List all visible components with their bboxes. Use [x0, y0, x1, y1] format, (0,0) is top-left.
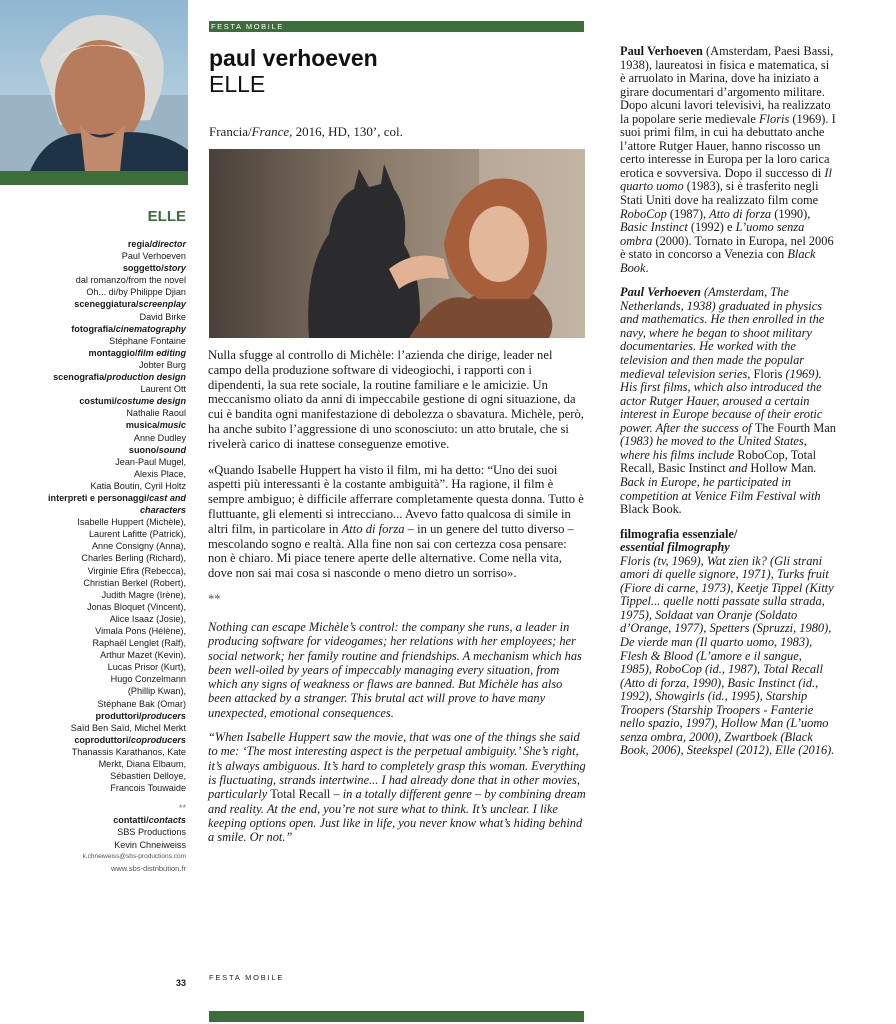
biography-column: [620, 45, 836, 758]
credit-name: Alexis Place,: [133, 468, 186, 479]
contact-website[interactable]: www.sbs-distribution.fr: [110, 863, 186, 873]
credit-name: Francois Touwaide: [110, 783, 186, 794]
footer-bar: [209, 1011, 584, 1022]
page-number: 33: [176, 978, 187, 988]
film-meta: Francia/France, 2016, HD, 130’, col.: [209, 124, 403, 139]
credit-role: sceneggiatura/screenplay: [74, 299, 186, 310]
credits-list: [0, 238, 186, 794]
credit-role: montaggio/film editing: [88, 347, 186, 358]
credit-name: Laurent Ott: [140, 384, 186, 395]
credits-sidebar: [0, 208, 186, 875]
contact-email[interactable]: k.chneiweiss@sbs-productions.com: [82, 852, 186, 860]
credit-name: David Birke: [139, 311, 186, 322]
credit-name: Anne Dudley: [133, 432, 186, 443]
credit-role: fotografia/cinematography: [71, 323, 186, 334]
credit-name: Anne Consigny (Anna),: [91, 541, 186, 552]
credit-name: dal romanzo/from the novel: [75, 275, 186, 286]
credit-name: Vimala Pons (Hélène),: [95, 626, 186, 636]
credit-name: Jobter Burg: [138, 359, 186, 370]
credit-name: Christian Berkel (Robert),: [83, 577, 186, 588]
film-still: [209, 149, 585, 338]
credit-name: Alice Isaaz (Josie),: [109, 613, 186, 624]
credit-role: costumi/costume design: [79, 396, 186, 407]
credit-name: Oh... di/by Philippe Djian: [86, 287, 186, 298]
title-block: [209, 45, 378, 97]
credit-role: coproduttori/coproducers: [74, 734, 186, 745]
credit-name: Isabelle Huppert (Michèle),: [77, 517, 186, 528]
synopsis-en-paragraph: Nothing can escape Michèle’s control: the company she runs, a leader in producing software for videogames; her relations with her employees; her social network; her family routine and friendships. A mechanism which has been well-oiled by years of impeccably managing every situation, from which any signs of weakness or flaws are banned. But Michèle has also been attacked by a stranger. This brutal act will prove to have many unexpected, emotional consequences.: [208, 620, 582, 720]
credit-name: Saïd Ben Saïd, Michel Merkt: [70, 722, 186, 733]
credit-name: Lucas Prisor (Kurt),: [107, 662, 186, 673]
credit-name: Raphaël Lenglet (Ralf),: [92, 638, 186, 649]
credit-role: suono/sound: [128, 444, 186, 455]
credit-role: soggetto/story: [122, 263, 186, 274]
footer-label: FESTA MOBILE: [209, 973, 285, 982]
section-label: FESTA MOBILE: [211, 22, 284, 31]
sidebar-film-title: ELLE: [147, 208, 186, 225]
separator-stars: **: [208, 591, 221, 606]
contacts-name-1: SBS Productions: [117, 827, 186, 838]
credit-role: produttori/producers: [95, 710, 186, 721]
credit-name: (Phillip Kwan),: [127, 686, 186, 697]
contacts-name-2: Kevin Chneiweiss: [114, 839, 186, 850]
filmography-list: Floris (tv, 1969), Wat zien ik? (Gli strani amori di quelle signore, 1971), Turks fruit (Fiore di carne, 1973), Keetje Tippel (Kitty Tippel... quelle notti passate sulla strada, 1975), Soldaat van Oranje (Soldato d’Orange, 1977), Spetters (Spruzzi, 1980), De vierde man (Il quarto uomo, 1983), Flesh & Blood (L’amore e il sangue, 1985), RoboCop (id., 1987), Total Recall (Atto di forza, 1990), Basic Instinct (id., 1992), Showgirls (id., 1995), Starship Troopers (Starship Troopers - Fanterie nello spazio, 1997), Hollow Man (L’uomo senza ombra, 2000), Zwartboek (Black Book, 2006), Steekspel (2012), Elle (2016).: [620, 553, 835, 758]
credit-name: Jonas Bloquet (Vincent),: [87, 601, 186, 612]
credit-name: Nathalie Raoul: [126, 408, 186, 419]
credit-name: Arthur Mazet (Kevin),: [100, 650, 186, 661]
credit-name: Stéphane Bak (Omar): [97, 698, 186, 709]
credit-name: Charles Berling (Richard),: [81, 553, 186, 564]
credit-name: Judith Magre (Irène),: [101, 589, 186, 600]
credit-name: Paul Verhoeven: [121, 251, 186, 262]
credit-name: Merkt, Diana Elbaum,: [98, 759, 186, 770]
credit-name: Virginie Efira (Rebecca),: [87, 565, 186, 576]
credit-name: Stéphane Fontaine: [109, 335, 186, 346]
film-title: ELLE: [209, 71, 266, 97]
portrait-green-band: [0, 171, 188, 185]
sidebar-stars: **: [178, 803, 186, 814]
filmography-heading: filmografia essenziale/ essential filmography: [620, 526, 738, 555]
synopsis-it-paragraph: Nulla sfugge al controllo di Michèle: l’azienda che dirige, leader nel campo della produzione software di videogiochi, i rapporti con i dipendenti, la sua rete sociale, la routine familiare e le amicizie. Un meccanismo oliato da anni di impeccabile gestione di ogni situazione, da cui è bandita ogni manifestazione di debolezza o sbavatura. Michèle, però, ha anche subito l’aggressione di uno sconosciuto: un atto brutale, che si rivelerà carico di inattese conseguenze emotive.: [208, 348, 584, 451]
director-portrait: [0, 0, 188, 171]
quote-it-paragraph: «Quando Isabelle Huppert ha visto il film, mi ha detto: “Uno dei suoi aspetti più interessanti è la costante ambiguità”. Ha ragione, il film è sempre ambiguo; è difficile afferrare completamente questa donna. Tutto è fluttuante, gli elementi si intrecciano... Avevo fatto qualcosa di simile in altri film, in particolare in Atto di forza – in un genere del tutto diverso – mescolando sogno e realtà. Alla fine non sai con certezza cosa pensare: non è chiaro. Mi piace tenere aperte delle alternative. Come nella vita, dove non sai mai cosa si nasconde o meno dietro un sorriso».: [208, 462, 584, 581]
contacts-role: contatti/contacts: [113, 815, 186, 826]
biography-italian: Paul Verhoeven (Amsterdam, Paesi Bassi, 1938), laureatosi in fisica e matematica, si è arruolato in Marina, dove ha iniziato a girare documentari d’argomento militare. Dopo alcuni lavori televisivi, ha realizzato la popolare serie medievale Floris (1969). I suoi primi film, in cui ha debuttato anche l’attore Rutger Hauer, hanno riscosso un certo interesse in Europa per la loro carica erotica e sovversiva. Dopo il successo di Il quarto uomo (1983), si è trasferito negli Stati Uniti dove ha realizzato film come RoboCop (1987), Atto di forza (1990), Basic Instinct (1992) e L’uomo senza ombra (2000). Tornato in Europa, nel 2006 è stato in concorso a Venezia con Black Book.: [620, 44, 836, 275]
credit-name: Laurent Lafitte (Patrick),: [88, 529, 186, 540]
director-name: paul verhoeven: [209, 45, 378, 71]
quote-en-paragraph: “When Isabelle Huppert saw the movie, that was one of the things she said to me: ‘The most interesting aspect is the perpetual ambiguity.’ She’s right, it’s always ambiguous. It’s hard to completely grasp this woman. Everything is fluctuating, strands intertwine... I had already done that in other movies, particularly Total Recall – in a totally different genre – by combining dream and reality. At the end, you’re not sure what to think. It’s unclear. I like keeping options open. Just like in life, you never know what’s hiding behind a smile. Or not.”: [208, 730, 586, 845]
section-header-bar: [209, 21, 584, 32]
synopsis-italian: [208, 348, 588, 607]
credit-role: interpreti e personaggi/cast and characters: [48, 492, 186, 516]
credit-name: Hugo Conzelmann: [110, 674, 186, 685]
credit-name: Jean-Paul Mugel,: [115, 456, 186, 467]
credit-name: Katia Boutin, Cyril Holtz: [90, 480, 186, 491]
credit-role: regia/director: [127, 239, 186, 249]
credit-role: scenografia/production design: [53, 372, 186, 383]
credit-name: Sébastien Delloye,: [110, 771, 186, 782]
credit-role: musica/music: [125, 420, 186, 431]
biography-english: Paul Verhoeven (Amsterdam, The Netherlands, 1938) graduated in physics and mathematics. He then enrolled in the navy, where he began to shoot military documentaries. He worked with the television and then made the popular medieval television series, Floris (1969). His first films, which also introduced the actor Rutger Hauer, aroused a certain interest in Europe because of their erotic power. After the success of The Fourth Man (1983) he moved to the United States, where his films include RoboCop, Total Recall, Basic Instinct and Hollow Man. Back in Europe, he participated in competition at Venice Film Festival with Black Book.: [620, 285, 836, 517]
credit-name: Thanassis Karathanos, Kate: [71, 746, 186, 757]
synopsis-english: [208, 620, 588, 854]
